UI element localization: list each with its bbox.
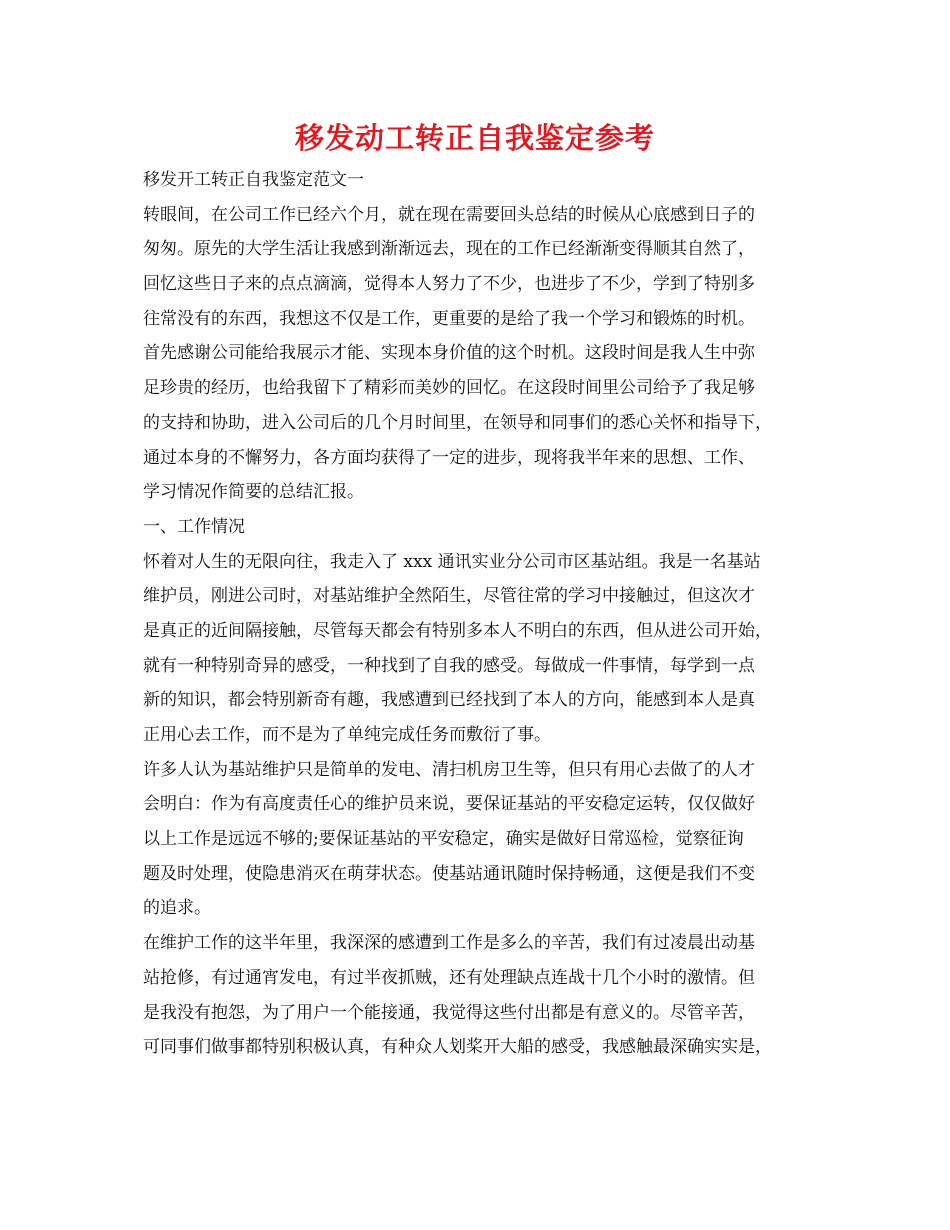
body-line: 是我没有抱怨，为了用户一个能接通，我觉得这些付出都是有意义的。尽管辛苦，: [143, 1002, 755, 1023]
body-line: 就有一种特别奇异的感受，一种找到了自我的感受。每做成一件事情，每学到一点: [143, 655, 755, 676]
document-title: 移发动工转正自我鉴定参考: [294, 121, 655, 155]
body-line: 题及时处理，使隐患消灭在萌芽状态。使基站通讯随时保持畅通，这便是我们不变: [143, 863, 755, 884]
body-line: 以上工作是远远不够的;要保证基站的平安稳定，确实是做好日常巡检，觉察征询: [143, 829, 744, 850]
body-line: 怀着对人生的无限向往，我走入了 xxx 通讯实业分公司市区基站组。我是一名基站: [143, 551, 761, 572]
body-line: 会明白：作为有高度责任心的维护员来说，要保证基站的平安稳定运转，仅仅做好: [143, 794, 755, 815]
body-line: 是真正的近间隔接触，尽管每天都会有特别多本人不明白的东西，但从进公司开始，: [143, 620, 772, 641]
body-line: 转眼间，在公司工作已经六个月，就在现在需要回头总结的时候从心底感到日子的: [143, 204, 755, 225]
document-body: [143, 163, 833, 1065]
body-line: 首先感谢公司能给我展示才能、实现本身价值的这个时机。这段时间是我人生中弥: [143, 343, 755, 364]
body-line: 站抢修，有过通宵发电，有过半夜抓贼，还有处理缺点连战十几个小时的激情。但: [143, 967, 755, 988]
body-line: 学习情况作简要的总结汇报。: [143, 482, 364, 503]
body-line: 回忆这些日子来的点点滴滴，觉得本人努力了不少，也进步了不少，学到了特别多: [143, 274, 755, 295]
body-line: 足珍贵的经历，也给我留下了精彩而美妙的回忆。在这段时间里公司给予了我足够: [143, 378, 755, 399]
body-line: 新的知识，都会特别新奇有趣，我感遭到已经找到了本人的方向，能感到本人是真: [143, 690, 755, 711]
body-line: 一、工作情况: [143, 516, 245, 537]
body-line: 可同事们做事都特别积极认真，有种众人划桨开大船的感受，我感触最深确实实是，: [143, 1037, 772, 1058]
body-line: 的支持和协助，进入公司后的几个月时间里，在领导和同事们的悉心关怀和指导下，: [143, 412, 772, 433]
body-line: 通过本身的不懈努力，各方面均获得了一定的进步，现将我半年来的思想、工作、: [143, 447, 755, 468]
body-line: 许多人认为基站维护只是简单的发电、清扫机房卫生等，但只有用心去做了的人才: [143, 759, 755, 780]
body-line: 在维护工作的这半年里，我深深的感遭到工作是多么的辛苦，我们有过凌晨出动基: [143, 933, 755, 954]
body-line: 维护员，刚进公司时，对基站维护全然陌生，尽管往常的学习中接触过，但这次才: [143, 586, 755, 607]
body-line: 匆匆。原先的大学生活让我感到渐渐远去，现在的工作已经渐渐变得顺其自然了，: [143, 239, 755, 260]
body-line: 往常没有的东西，我想这不仅是工作，更重要的是给了我一个学习和锻炼的时机。: [143, 308, 755, 329]
body-line: 正用心去工作，而不是为了单纯完成任务而敷衍了事。: [143, 725, 551, 745]
body-line: 的追求。: [143, 898, 211, 919]
body-line: 移发开工转正自我鉴定范文一: [143, 170, 364, 190]
